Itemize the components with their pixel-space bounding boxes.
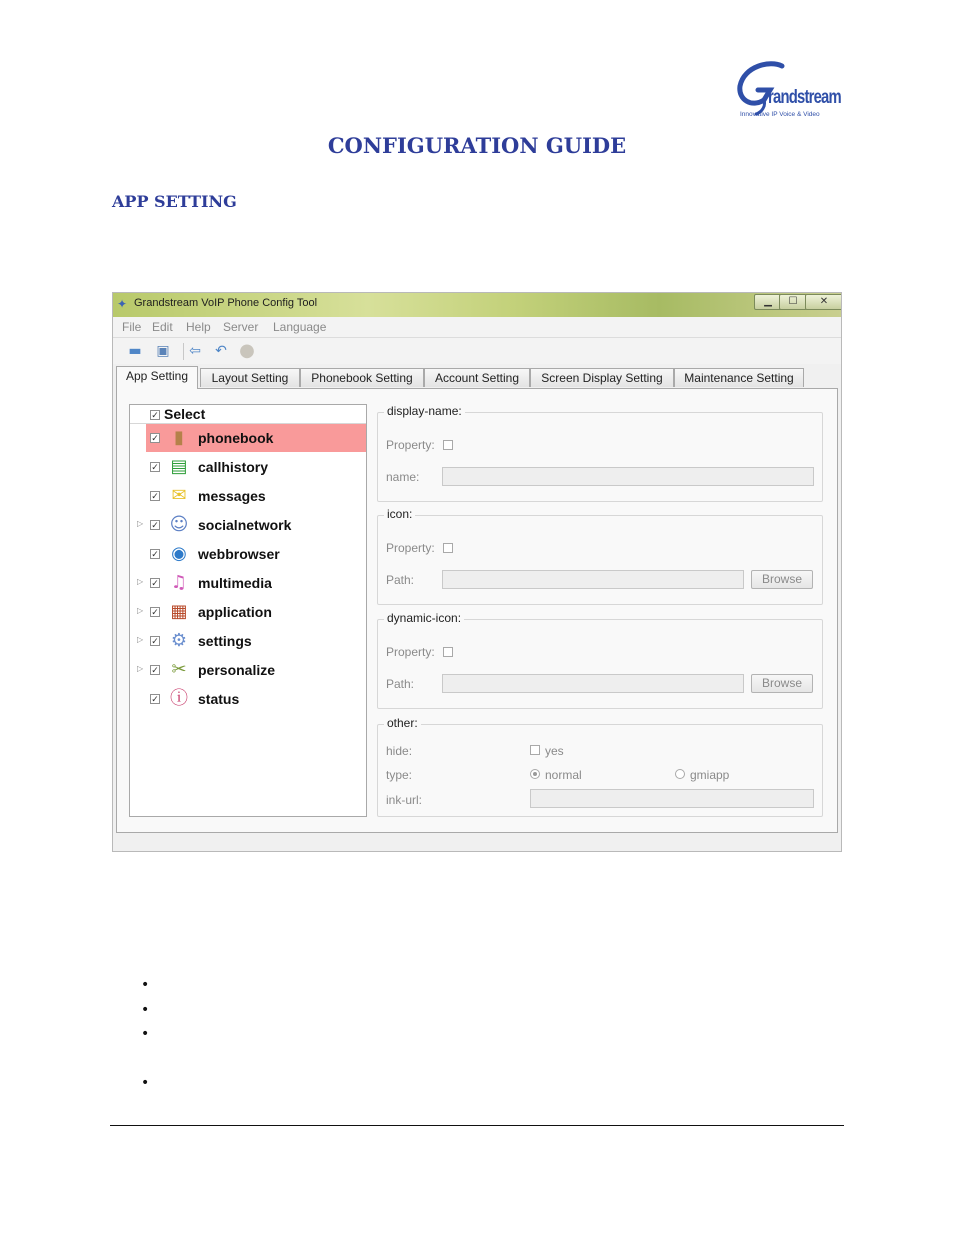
tree-item-label: status	[198, 691, 240, 707]
hide-label: hide:	[386, 744, 413, 758]
tree-item-multimedia[interactable]	[130, 569, 366, 598]
tree-item-messages[interactable]	[130, 482, 366, 511]
group-title: icon:	[384, 507, 415, 521]
section-title: APP SETTING	[112, 192, 237, 211]
tree-item-application[interactable]	[130, 598, 366, 627]
expand-arrow-icon[interactable]: ▷	[137, 606, 144, 615]
webbrowser-icon: ◉	[171, 543, 187, 564]
item-checkbox[interactable]: ✓	[151, 492, 159, 502]
tree-item-label: multimedia	[198, 575, 272, 591]
logo-wordmark: randstream	[768, 87, 841, 108]
other-group	[377, 716, 823, 817]
property-checkbox[interactable]	[443, 543, 453, 553]
tree-item-callhistory[interactable]	[130, 453, 366, 482]
socialnetwork-icon: ☺	[169, 514, 189, 535]
toolbar-separator	[183, 343, 184, 360]
tree-item-status[interactable]	[130, 685, 366, 714]
path-label: Path:	[386, 573, 415, 587]
type-normal-radio[interactable]	[530, 769, 540, 779]
tab-account-setting[interactable]: Account Setting	[424, 368, 530, 387]
menu-server[interactable]: Server	[223, 320, 259, 334]
tab-screen-display-setting[interactable]: Screen Display Setting	[530, 368, 674, 387]
type-gmiapp-radio[interactable]	[675, 769, 685, 779]
item-checkbox[interactable]: ✓	[151, 521, 159, 531]
item-checkbox[interactable]: ✓	[151, 434, 159, 444]
link-url-label: ink-url:	[386, 793, 423, 807]
tab-maintenance-setting[interactable]: Maintenance Setting	[674, 368, 804, 387]
hide-yes-checkbox[interactable]	[530, 745, 540, 755]
expand-arrow-icon[interactable]: ▷	[137, 577, 144, 586]
property-label: Property:	[386, 645, 435, 659]
property-checkbox[interactable]	[443, 440, 453, 450]
save-icon[interactable]: ▣	[156, 343, 170, 359]
type-label: type:	[386, 768, 413, 782]
icon-group	[377, 507, 823, 605]
group-title: dynamic-icon:	[384, 611, 464, 625]
dynamic-icon-browse-button[interactable]: Browse	[751, 674, 813, 693]
menu-bar	[113, 317, 841, 338]
circle-icon[interactable]: ●	[239, 340, 255, 361]
icon-path-input[interactable]	[442, 570, 744, 589]
messages-icon: ✉	[171, 485, 187, 506]
group-title: display-name:	[384, 404, 465, 418]
tree-item-label: phonebook	[198, 430, 274, 446]
select-all-checkbox[interactable]: ✓	[151, 411, 159, 421]
open-folder-icon[interactable]: ▬	[128, 343, 142, 359]
menu-file[interactable]: File	[122, 320, 142, 334]
link-url-input[interactable]	[530, 789, 814, 808]
tree-item-label: webbrowser	[198, 546, 280, 562]
icon-browse-button[interactable]: Browse	[751, 570, 813, 589]
property-checkbox[interactable]	[443, 647, 453, 657]
back-arrow-icon[interactable]: ⇦	[189, 343, 201, 359]
bullet-point: •	[141, 1002, 150, 1018]
tab-phonebook-setting[interactable]: Phonebook Setting	[300, 368, 424, 387]
item-checkbox[interactable]: ✓	[151, 608, 159, 618]
dynamic-icon-group	[377, 611, 823, 709]
property-label: Property:	[386, 438, 435, 452]
toolbar	[113, 338, 841, 364]
logo-tagline: Innovative IP Voice & Video	[740, 111, 820, 118]
item-checkbox[interactable]: ✓	[151, 637, 159, 647]
tree-header	[130, 405, 366, 424]
tree-item-label: messages	[198, 488, 266, 504]
tree-header-label: Select	[164, 406, 206, 422]
item-checkbox[interactable]: ✓	[151, 550, 159, 560]
property-label: Property:	[386, 541, 435, 555]
item-checkbox[interactable]: ✓	[151, 666, 159, 676]
window-titlebar	[113, 293, 841, 317]
bullet-point: •	[141, 977, 150, 993]
app-tree	[129, 404, 367, 817]
name-label: name:	[386, 470, 420, 484]
callhistory-icon: ▤	[170, 456, 188, 477]
document-title: CONFIGURATION GUIDE	[327, 133, 627, 158]
expand-arrow-icon[interactable]: ▷	[137, 635, 144, 644]
path-label: Path:	[386, 677, 415, 691]
minimize-button[interactable]: ▁	[754, 294, 782, 310]
application-icon: ▦	[170, 601, 188, 622]
tree-item-socialnetwork[interactable]	[130, 511, 366, 540]
tree-item-label: callhistory	[198, 459, 269, 475]
app-icon: ✦	[117, 297, 128, 311]
grandstream-logo	[736, 60, 840, 120]
close-button[interactable]: ✕	[805, 294, 842, 310]
tree-item-label: settings	[198, 633, 252, 649]
item-checkbox[interactable]: ✓	[151, 695, 159, 705]
menu-edit[interactable]: Edit	[152, 320, 173, 334]
tree-item-label: socialnetwork	[198, 517, 292, 533]
item-checkbox[interactable]: ✓	[151, 579, 159, 589]
tab-layout-setting[interactable]: Layout Setting	[200, 368, 300, 387]
tree-item-label: personalize	[198, 662, 276, 678]
multimedia-icon: ♫	[170, 572, 188, 593]
item-checkbox[interactable]: ✓	[151, 463, 159, 473]
footer-rule	[110, 1125, 844, 1126]
undo-icon[interactable]: ↶	[215, 343, 227, 359]
tree-item-personalize[interactable]	[130, 656, 366, 685]
menu-language[interactable]: Language	[273, 320, 327, 334]
display-name-group	[377, 404, 823, 502]
settings-icon: ⚙	[170, 630, 188, 651]
name-input[interactable]	[442, 467, 814, 486]
tree-item-webbrowser[interactable]	[130, 540, 366, 569]
bullet-point: •	[141, 1026, 150, 1042]
tab-app-setting[interactable]: App Setting	[116, 366, 198, 389]
tree-item-phonebook[interactable]	[130, 424, 366, 453]
expand-arrow-icon[interactable]: ▷	[137, 519, 144, 528]
window-title: Grandstream VoIP Phone Config Tool	[134, 297, 318, 309]
tree-item-settings[interactable]	[130, 627, 366, 656]
group-title: other:	[384, 716, 421, 730]
dynamic-icon-path-input[interactable]	[442, 674, 744, 693]
hide-yes-label: yes	[545, 744, 564, 758]
config-tool-window	[112, 292, 842, 852]
expand-arrow-icon[interactable]: ▷	[137, 664, 144, 673]
maximize-button[interactable]: ☐	[779, 294, 807, 310]
type-normal-label: normal	[545, 768, 582, 782]
personalize-icon: ✂	[171, 659, 187, 680]
phonebook-icon: ▮	[174, 427, 184, 448]
menu-help[interactable]: Help	[186, 320, 211, 334]
status-icon: ⓘ	[170, 688, 188, 709]
type-gmiapp-label: gmiapp	[690, 768, 730, 782]
tree-item-label: application	[198, 604, 272, 620]
bullet-point: •	[141, 1075, 150, 1091]
